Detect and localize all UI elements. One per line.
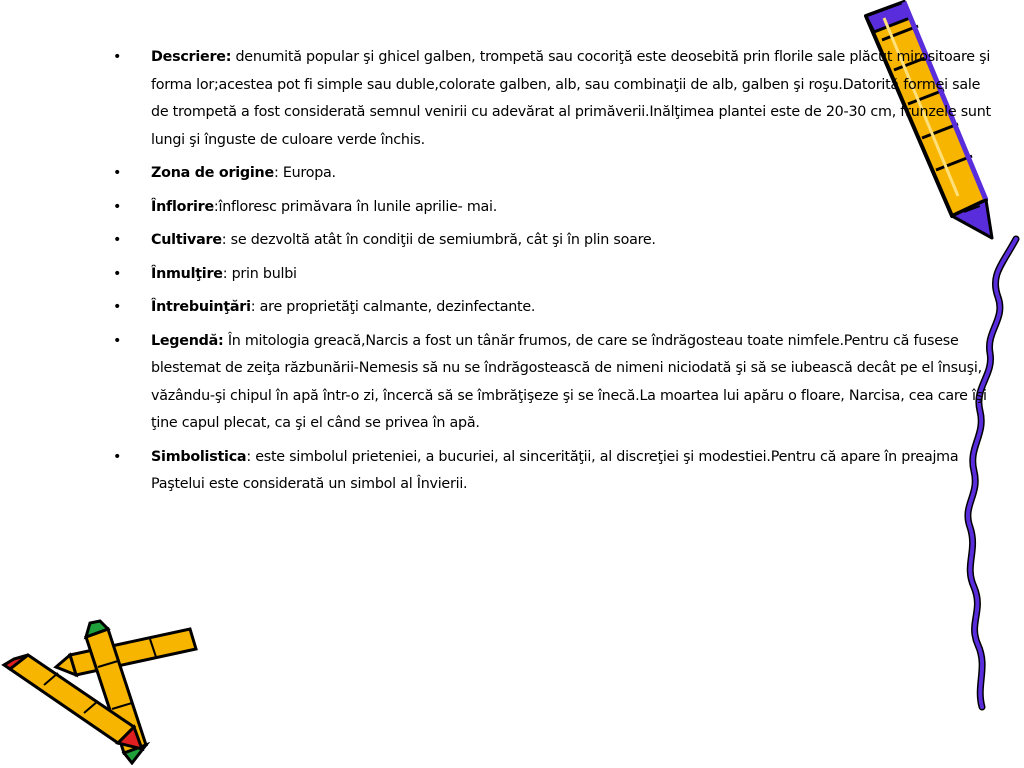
term-separator: : bbox=[250, 299, 256, 315]
list-item-legenda bbox=[108, 328, 996, 438]
item-text: În mitologia greacă,Narcis a fost un tânăr frumos, de care se îndrăgosteau toate nimfele.Pentru că fusese blestemat de zeiţa răzbunării-Nemesis să nu se îndrăgostească de nimeni niciodată şi să se iubească decât pe el însuşi, văzându-şi chipul în apă într-o zi, încercă să se îmbrăţişeze şi se înecă.La moartea lui apăru o floare, Narcisa, cea care îşi ţine capul plecat, ca şi el când se privea în apă. bbox=[151, 332, 987, 431]
bullet: • bbox=[113, 165, 122, 181]
bullet: • bbox=[113, 332, 122, 349]
term-label: Întrebuinţări bbox=[151, 299, 251, 315]
term-label: Simbolistica bbox=[151, 448, 247, 465]
term-label: Înflorire bbox=[151, 198, 214, 215]
bullet: • bbox=[113, 198, 122, 215]
item-text: are proprietăţi calmante, dezinfectante. bbox=[259, 299, 536, 315]
bullet-list bbox=[108, 44, 996, 499]
term-label: Legendă: bbox=[151, 332, 224, 349]
bullet: • bbox=[113, 265, 122, 282]
list-item-simbolistica bbox=[108, 444, 996, 499]
crossed-crayons-icon bbox=[0, 615, 205, 765]
term-separator: : bbox=[221, 232, 227, 248]
list-item-cultivare bbox=[108, 227, 996, 255]
list-item-zona-de-origine bbox=[108, 160, 996, 188]
term-separator: : bbox=[213, 198, 219, 215]
bullet: • bbox=[113, 232, 122, 248]
slide-content bbox=[108, 44, 996, 505]
bullet: • bbox=[113, 49, 122, 65]
item-text: înfloresc primăvara în lunile aprilie- mai. bbox=[218, 198, 498, 215]
list-item-intrebuintari bbox=[108, 294, 996, 322]
term-separator: : bbox=[222, 265, 228, 282]
item-text: prin bulbi bbox=[231, 265, 297, 282]
crayon-top bbox=[56, 629, 196, 675]
bullet: • bbox=[113, 448, 122, 465]
term-label: Zona de origine bbox=[151, 165, 274, 181]
item-text: denumită popular şi ghicel galben, trompetă sau cocoriţă este deosebită prin florile sale plăcut mirositoare şi forma lor;acestea pot fi simple sau duble,colorate galben, alb, sau combinaţii de alb, galben şi roşu.Datorită formei sale de trompetă a fost considerată semnul venirii cu adevărat al primăverii.Inălţimea plantei este de 20-30 cm, frunzele sunt lungi şi înguste de culoare verde închis. bbox=[151, 49, 991, 148]
item-text: este simbolul prieteniei, a bucuriei, al sincerităţii, al discreţiei şi modestiei.Pentru că apare în preajma Paştelui este considerată un simbol al Învierii. bbox=[151, 448, 959, 492]
term-separator: : bbox=[273, 165, 279, 181]
item-text: se dezvoltă atât în condiţii de semiumbră, cât şi în plin soare. bbox=[230, 232, 656, 248]
list-item-inflorire bbox=[108, 194, 996, 222]
term-separator: : bbox=[246, 448, 251, 465]
item-text: Europa. bbox=[282, 165, 336, 181]
list-item-descriere bbox=[108, 44, 996, 154]
term-label: Înmulţire bbox=[151, 265, 223, 282]
bullet: • bbox=[113, 299, 122, 315]
term-label: Descriere: bbox=[151, 49, 232, 65]
term-label: Cultivare bbox=[151, 232, 222, 248]
list-item-inmultire bbox=[108, 261, 996, 289]
